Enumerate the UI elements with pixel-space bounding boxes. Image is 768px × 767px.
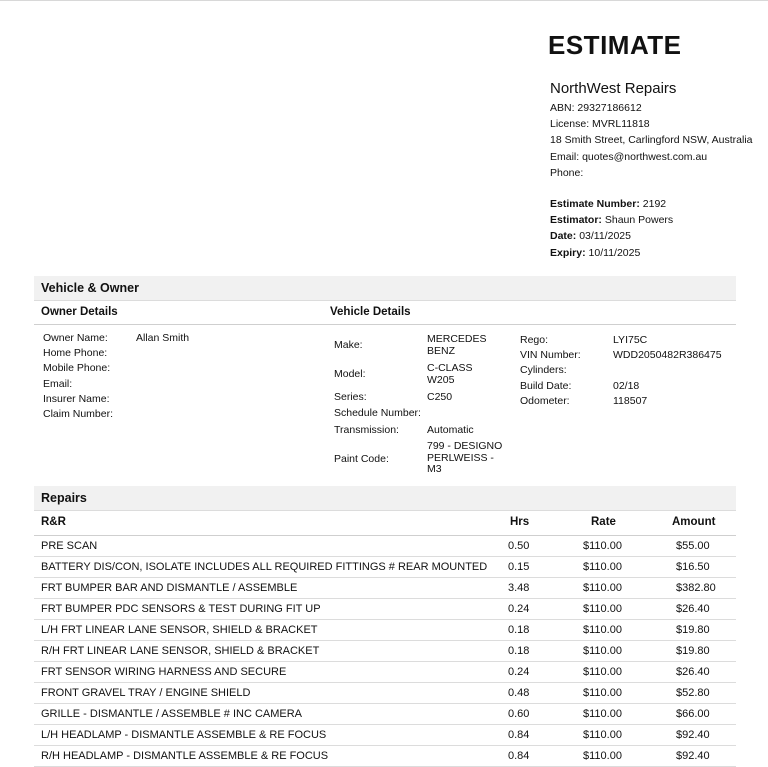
company-email: Email: quotes@northwest.com.au: [550, 150, 708, 163]
build-date-label: Build Date:: [520, 379, 572, 392]
transmission-value: Automatic: [427, 424, 474, 436]
row-description: FRONT GRAVEL TRAY / ENGINE SHIELD: [41, 687, 251, 699]
transmission-label: Transmission:: [334, 424, 399, 436]
model-label: Model:: [334, 368, 366, 380]
estimate-number-value: 2192: [642, 198, 667, 210]
row-amount: $26.40: [676, 603, 710, 615]
cylinders-value: [613, 363, 722, 378]
table-row: [34, 746, 736, 767]
paint-code-label: Paint Code:: [334, 453, 389, 465]
row-hours: 3.48: [508, 582, 530, 594]
vehicle-right-labels: [520, 333, 581, 409]
estimate-number: [550, 196, 673, 212]
estimator-label: Estimator:: [550, 214, 602, 227]
owner-values: [136, 331, 189, 346]
row-amount: $66.00: [676, 708, 710, 720]
company-info: [550, 80, 766, 181]
col-head-desc: R&R: [41, 516, 66, 528]
table-row: [34, 704, 736, 725]
paint-code-value: 799 - DESIGNO PERLWEISS - M3: [427, 440, 503, 475]
odometer-value: 118507: [613, 394, 648, 407]
estimator-value: Shaun Powers: [604, 214, 674, 227]
row-description: FRT BUMPER PDC SENSORS & TEST DURING FIT UP: [41, 603, 321, 615]
build-date-value: 02/18: [613, 379, 640, 392]
row-description: L/H FRT LINEAR LANE SENSOR, SHIELD & BRACKET: [41, 624, 318, 636]
vehicle-owner-section-header: [34, 276, 736, 301]
repairs-table-body: [34, 536, 736, 767]
row-amount: $16.50: [676, 561, 710, 573]
row-hours: 0.18: [508, 624, 530, 636]
row-description: R/H HEADLAMP - DISMANTLE ASSEMBLE & RE FOCUS: [41, 750, 329, 762]
cylinders-label: Cylinders:: [520, 364, 567, 377]
col-head-rate: Rate: [591, 516, 616, 528]
row-hours: 0.24: [508, 666, 530, 678]
row-hours: 0.84: [508, 729, 530, 741]
claim-number-label: Claim Number:: [43, 408, 114, 421]
insurer-name-label: Insurer Name:: [43, 392, 110, 405]
mobile-phone-label: Mobile Phone:: [43, 362, 111, 375]
table-row: [34, 620, 736, 641]
estimate-meta: [550, 196, 673, 261]
company-abn: ABN: 29327186612: [550, 102, 642, 114]
estimate-expiry-label: Expiry:: [550, 246, 586, 259]
row-description: L/H HEADLAMP - DISMANTLE ASSEMBLE & RE FOCUS: [41, 729, 327, 741]
estimate-expiry-value: 10/11/2025: [588, 246, 641, 259]
row-amount: $52.80: [676, 687, 710, 699]
row-rate: $110.00: [583, 603, 622, 615]
vehicle-owner-section-title: Vehicle & Owner: [41, 281, 139, 295]
row-amount: $19.80: [676, 645, 710, 657]
owner-labels: [43, 331, 113, 422]
table-row: [34, 683, 736, 704]
email-label: Email:: [43, 377, 73, 390]
company-address: 18 Smith Street, Carlingford NSW, Australia: [550, 134, 753, 147]
row-rate: $110.00: [583, 750, 622, 762]
rego-value: LYI75C: [613, 334, 648, 346]
row-rate: $110.00: [583, 708, 622, 720]
estimate-expiry: [550, 245, 673, 261]
table-row: [34, 662, 736, 683]
odometer-label: Odometer:: [520, 394, 570, 407]
row-description: GRILLE - DISMANTLE / ASSEMBLE # INC CAMERA: [41, 708, 303, 720]
row-amount: $19.80: [676, 624, 710, 636]
table-row: [34, 641, 736, 662]
row-amount: $26.40: [676, 666, 710, 678]
row-hours: 0.15: [508, 561, 530, 573]
row-hours: 0.24: [508, 603, 530, 615]
repairs-section-title: Repairs: [41, 491, 87, 505]
col-head-hrs: Hrs: [510, 516, 530, 528]
row-rate: $110.00: [583, 687, 622, 699]
row-description: FRT SENSOR WIRING HARNESS AND SECURE: [41, 666, 287, 678]
row-amount: $92.40: [676, 729, 710, 741]
vehicle-right-values: [613, 333, 722, 409]
row-hours: 0.18: [508, 645, 530, 657]
make-value: MERCEDES BENZ: [427, 333, 487, 357]
company-name: NorthWest Repairs: [550, 80, 677, 97]
row-rate: $110.00: [583, 582, 622, 594]
row-rate: $110.00: [583, 561, 622, 573]
table-row: [34, 536, 736, 557]
owner-name-value: Allan Smith: [136, 332, 190, 344]
company-phone: Phone:: [550, 166, 584, 179]
company-license: License: MVRL11818: [550, 118, 650, 131]
series-value: C250: [427, 391, 453, 403]
row-description: R/H FRT LINEAR LANE SENSOR, SHIELD & BRACKET: [41, 645, 320, 657]
row-rate: $110.00: [583, 624, 622, 636]
make-label: Make:: [334, 339, 363, 351]
estimate-date-label: Date:: [550, 230, 577, 243]
estimate-date: [550, 228, 673, 244]
row-hours: 0.84: [508, 750, 530, 762]
row-rate: $110.00: [583, 729, 622, 741]
row-description: FRT BUMPER BAR AND DISMANTLE / ASSEMBLE: [41, 582, 298, 594]
top-border: [0, 0, 768, 1]
home-phone-label: Home Phone:: [43, 347, 108, 360]
row-hours: 0.48: [508, 687, 530, 699]
estimator: [550, 212, 673, 228]
row-hours: 0.50: [508, 540, 530, 552]
row-rate: $110.00: [583, 645, 622, 657]
document-title: ESTIMATE: [548, 30, 682, 60]
row-hours: 0.60: [508, 708, 530, 720]
rego-label: Rego:: [520, 334, 549, 346]
row-amount: $92.40: [676, 750, 710, 762]
row-description: PRE SCAN: [41, 540, 98, 552]
row-amount: $55.00: [676, 540, 710, 552]
estimate-number-label: Estimate Number:: [550, 198, 640, 210]
table-row: [34, 725, 736, 746]
vin-value: WDD2050482R386475: [613, 349, 722, 362]
model-value: C-CLASS W205: [427, 362, 473, 386]
owner-details-heading: Owner Details: [41, 306, 118, 318]
estimate-date-value: 03/11/2025: [579, 230, 631, 243]
col-head-amount: Amount: [672, 516, 716, 528]
vin-label: VIN Number:: [520, 349, 581, 362]
repairs-section-header: [34, 486, 736, 511]
table-row: [34, 557, 736, 578]
schedule-number-label: Schedule Number:: [334, 407, 421, 419]
details-divider: [34, 324, 736, 325]
table-row: [34, 578, 736, 599]
owner-name-label: Owner Name:: [43, 332, 108, 344]
series-label: Series:: [334, 391, 367, 403]
row-rate: $110.00: [583, 540, 622, 552]
table-row: [34, 599, 736, 620]
row-rate: $110.00: [583, 666, 622, 678]
row-description: BATTERY DIS/CON, ISOLATE INCLUDES ALL REQUIRED FITTINGS # REAR MOUNTED: [41, 561, 488, 573]
row-amount: $382.80: [676, 582, 716, 594]
vehicle-details-heading: Vehicle Details: [330, 306, 411, 318]
